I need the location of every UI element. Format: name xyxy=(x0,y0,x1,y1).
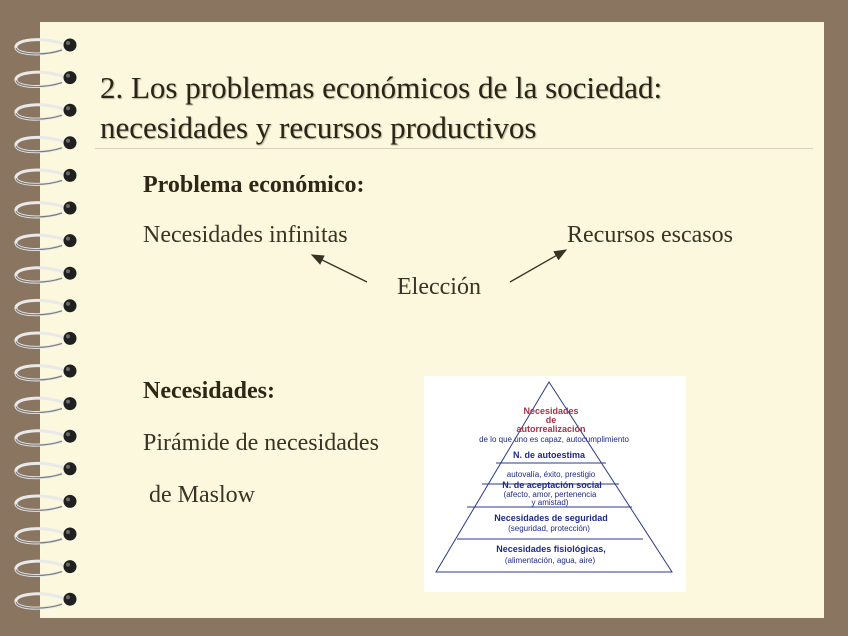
problem-heading: Problema económico: xyxy=(143,172,365,198)
pyramid-level3-desc-1: (afecto, amor, pertenencia xyxy=(503,490,597,499)
arrow-to-resources xyxy=(510,250,566,282)
pyramid-top-line-1: Necesidades xyxy=(523,406,579,416)
pyramid-level3-desc-2: y amistad) xyxy=(531,498,569,507)
pyramid-top-desc: de lo que uno es capaz, autocumplimiento xyxy=(479,435,629,444)
pyramid-level2-desc: autovalía, éxito, prestigio xyxy=(506,470,596,479)
pyramid-level3-title: N. de aceptación social xyxy=(502,480,602,490)
pyramid-text-line-2: de Maslow xyxy=(149,482,255,508)
pyramid-level4-desc: (seguridad, protección) xyxy=(508,524,590,533)
needs-heading: Necesidades: xyxy=(143,378,275,404)
pyramid-text-line-1: Pirámide de necesidades xyxy=(143,430,379,456)
pyramid-level5-title: Necesidades fisiológicas, xyxy=(496,544,606,554)
pyramid-level4-title: Necesidades de seguridad xyxy=(494,513,608,523)
title-line-2: necesidades y recursos productivos xyxy=(100,110,537,145)
arrow-to-needs xyxy=(312,255,367,282)
pyramid-level5-desc: (alimentación, agua, aire) xyxy=(504,556,596,565)
choice-text: Elección xyxy=(397,274,481,300)
title-line-1: 2. Los problemas económicos de la sociedad: xyxy=(100,70,663,105)
needs-infinite-text: Necesidades infinitas xyxy=(143,222,348,248)
pyramid-level2-title: N. de autoestima xyxy=(512,450,586,460)
pyramid-top-line-2: de xyxy=(545,415,557,425)
scarce-resources-text: Recursos escasos xyxy=(567,222,733,248)
pyramid-top-line-3: autorrealización xyxy=(516,424,586,434)
maslow-pyramid-figure xyxy=(424,376,686,592)
